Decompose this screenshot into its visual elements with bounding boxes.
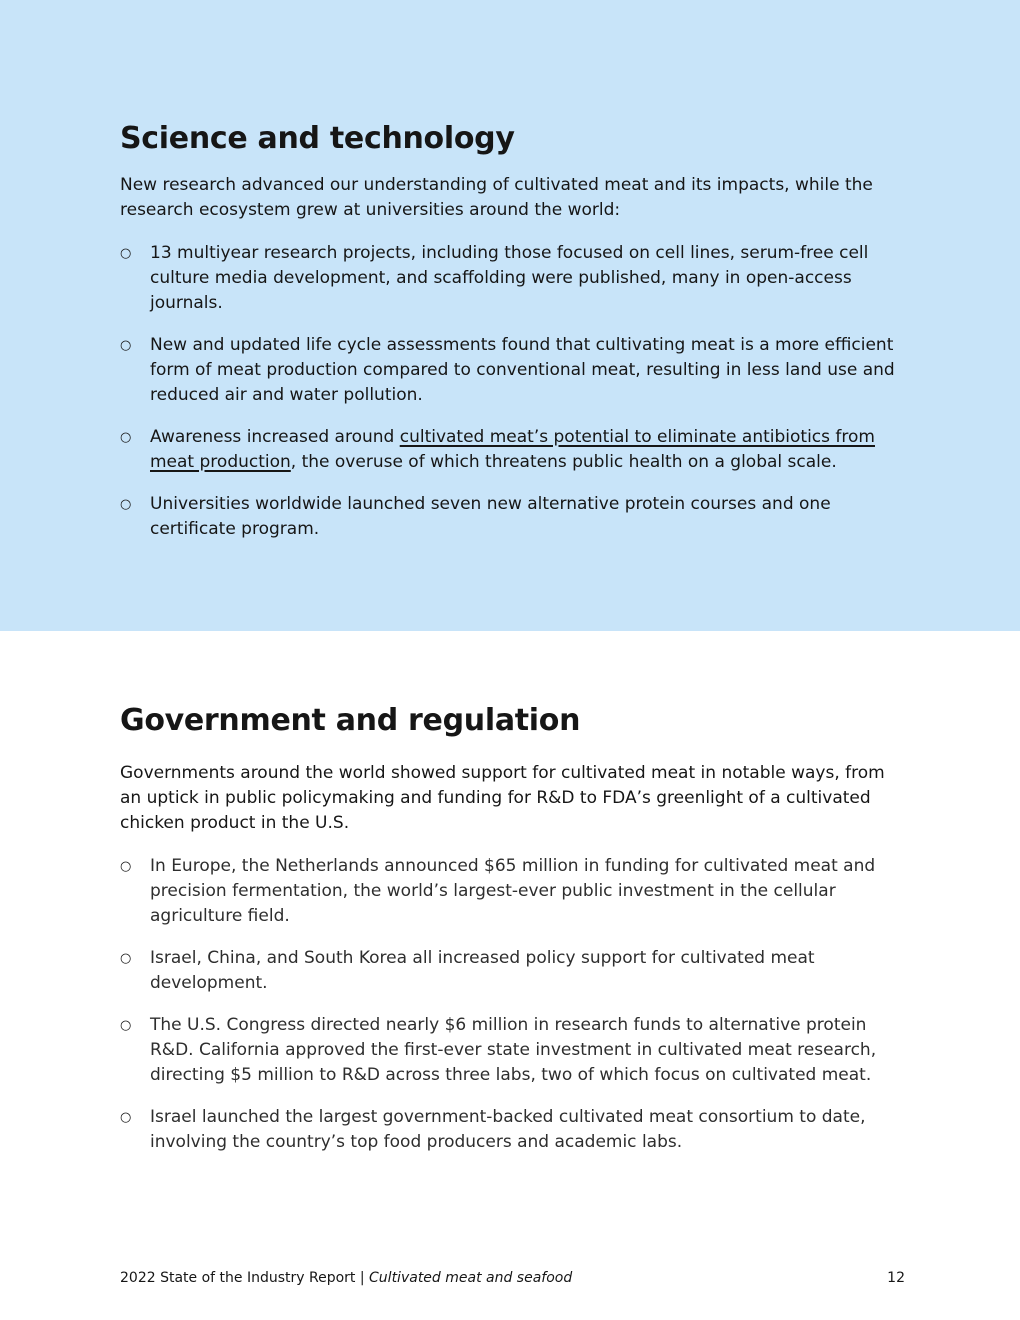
list-item-text: 13 multiyear research projects, including those focused on cell lines, serum-free cell culture media development, and scaffolding were published, many in open-access journals. [150, 243, 869, 313]
circle-bullet-icon: ○ [120, 338, 132, 353]
circle-bullet-icon: ○ [120, 497, 132, 512]
government-list [120, 854, 910, 1155]
circle-bullet-icon: ○ [120, 951, 132, 966]
circle-bullet-icon: ○ [120, 1018, 132, 1033]
list-item [120, 854, 910, 929]
science-section [120, 120, 910, 559]
science-intro: New research advanced our understanding of cultivated meat and its impacts, while the research ecosystem grew at universities around the world: [120, 175, 873, 220]
list-item-text: In Europe, the Netherlands announced $65 million in funding for cultivated meat and precision fermentation, the world’s largest-ever public investment in the cellular agriculture field. [150, 856, 876, 926]
footer-report-subtitle: Cultivated meat and seafood [369, 1270, 573, 1286]
list-item [120, 1013, 910, 1088]
page-number: 12 [887, 1270, 905, 1286]
list-item-text: The U.S. Congress directed nearly $6 million in research funds to alternative protein R&D. California approved the first-ever state investment in cultivated meat research, directing $5 million to R&D across three labs, two of which focus on cultivated meat. [150, 1015, 877, 1085]
circle-bullet-icon: ○ [120, 430, 132, 445]
list-item-text-after: , the overuse of which threatens public health on a global scale. [290, 452, 837, 472]
government-heading: Government and regulation [120, 703, 581, 738]
list-item [120, 425, 910, 475]
list-item [120, 946, 910, 996]
antibiotics-link[interactable]: cultivated meat’s potential to eliminate antibiotics from meat production [150, 427, 875, 472]
list-item [120, 241, 910, 316]
list-item [120, 333, 910, 408]
government-intro: Governments around the world showed support for cultivated meat in notable ways, from an uptick in public policymaking and funding for R&D to FDA’s greenlight of a cultivated chicken product in the U.S. [120, 763, 885, 833]
circle-bullet-icon: ○ [120, 859, 132, 874]
science-heading: Science and technology [120, 121, 515, 156]
footer-report-title: 2022 State of the Industry Report | [120, 1270, 370, 1286]
list-item [120, 1105, 910, 1155]
list-item [120, 492, 910, 542]
list-item-text: Israel launched the largest government-backed cultivated meat consortium to date, involving the country’s top food producers and academic labs. [150, 1107, 866, 1152]
circle-bullet-icon: ○ [120, 246, 132, 261]
government-section [120, 702, 910, 1172]
science-list [120, 241, 910, 542]
list-item-text: Universities worldwide launched seven new alternative protein courses and one certificate program. [150, 494, 831, 539]
circle-bullet-icon: ○ [120, 1110, 132, 1125]
list-item-text-before: Awareness increased around [150, 427, 400, 447]
page-footer [120, 1268, 905, 1288]
list-item-text: New and updated life cycle assessments found that cultivating meat is a more efficient form of meat production compared to conventional meat, resulting in less land use and reduced air and water pollution. [150, 335, 895, 405]
list-item-text: Israel, China, and South Korea all increased policy support for cultivated meat development. [150, 948, 815, 993]
